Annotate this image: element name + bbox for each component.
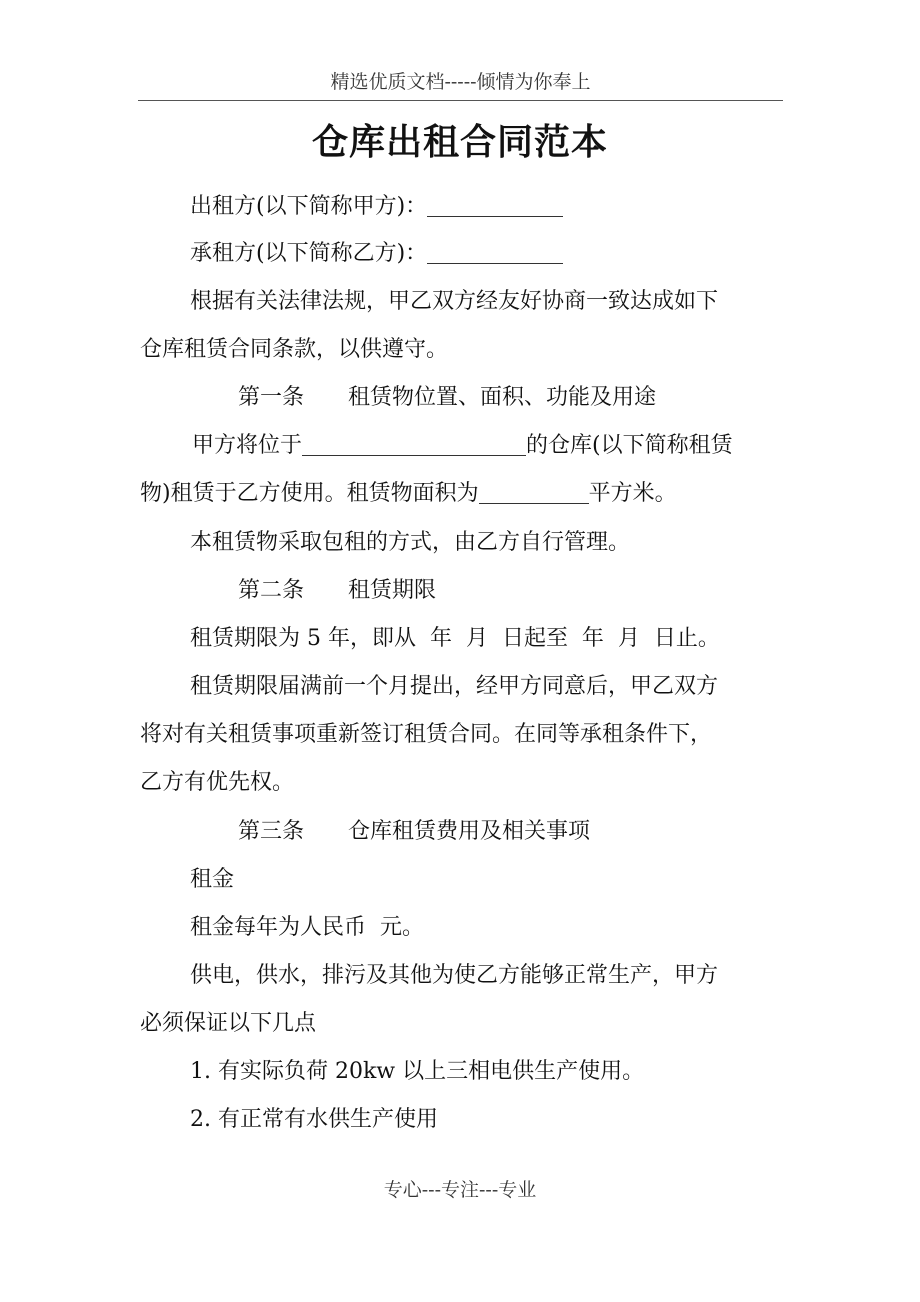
- paragraph-line: 必须保证以下几点: [140, 1011, 317, 1036]
- paragraph-line: 本租赁物采取包租的方式，由乙方自行管理。: [190, 530, 631, 555]
- header-divider: [138, 100, 783, 101]
- paragraph-line: 租赁期限为 5 年，即从 年 月 日起至 年 月 日止。: [190, 626, 720, 651]
- lessee-line: [190, 239, 563, 269]
- document-title: 仓库出租合同范本: [311, 121, 608, 163]
- location-label: 甲方将位于: [192, 433, 303, 458]
- lessee-blank: [427, 241, 563, 264]
- article-heading: 第三条 仓库租赁费用及相关事项: [238, 819, 591, 844]
- paragraph-line: 将对有关租赁事项重新签订租赁合同。在同等承租条件下，: [140, 722, 713, 747]
- page-header: 精选优质文档-----倾情为你奉上: [330, 71, 591, 93]
- lessor-line: [190, 192, 563, 222]
- location-line: [192, 431, 733, 461]
- lessor-blank: [427, 194, 563, 217]
- page-footer: 专心---专注---专业: [383, 1179, 537, 1201]
- paragraph-line: 乙方有优先权。: [140, 770, 295, 795]
- article-heading: 第一条 租赁物位置、面积、功能及用途: [238, 385, 657, 410]
- paragraph-line: 租金每年为人民币 元。: [190, 915, 424, 940]
- area-line: [140, 479, 677, 509]
- article-heading: 第二条 租赁期限: [238, 578, 437, 603]
- paragraph-line: 供电，供水，排污及其他为使乙方能够正常生产，甲方: [190, 963, 719, 988]
- area-label: 物)租赁于乙方使用。租赁物面积为: [140, 481, 479, 506]
- lessor-label: 出租方(以下简称甲方)：: [190, 194, 428, 219]
- paragraph-line: 根据有关法律法规，甲乙双方经友好协商一致达成如下: [190, 289, 719, 314]
- area-blank: [479, 481, 589, 504]
- location-blank: [302, 433, 526, 456]
- lessee-label: 承租方(以下简称乙方)：: [190, 241, 428, 266]
- paragraph-line: 租金: [190, 867, 235, 892]
- location-suffix: 的仓库(以下简称租赁: [526, 433, 733, 458]
- list-item: 1. 有实际负荷 20kw 以上三相电供生产使用。: [190, 1059, 645, 1084]
- area-unit: 平方米。: [588, 481, 677, 506]
- list-item: 2. 有正常有水供生产使用: [190, 1107, 438, 1132]
- paragraph-line: 租赁期限届满前一个月提出，经甲方同意后，甲乙双方: [190, 674, 719, 699]
- paragraph-line: 仓库租赁合同条款，以供遵守。: [140, 337, 449, 362]
